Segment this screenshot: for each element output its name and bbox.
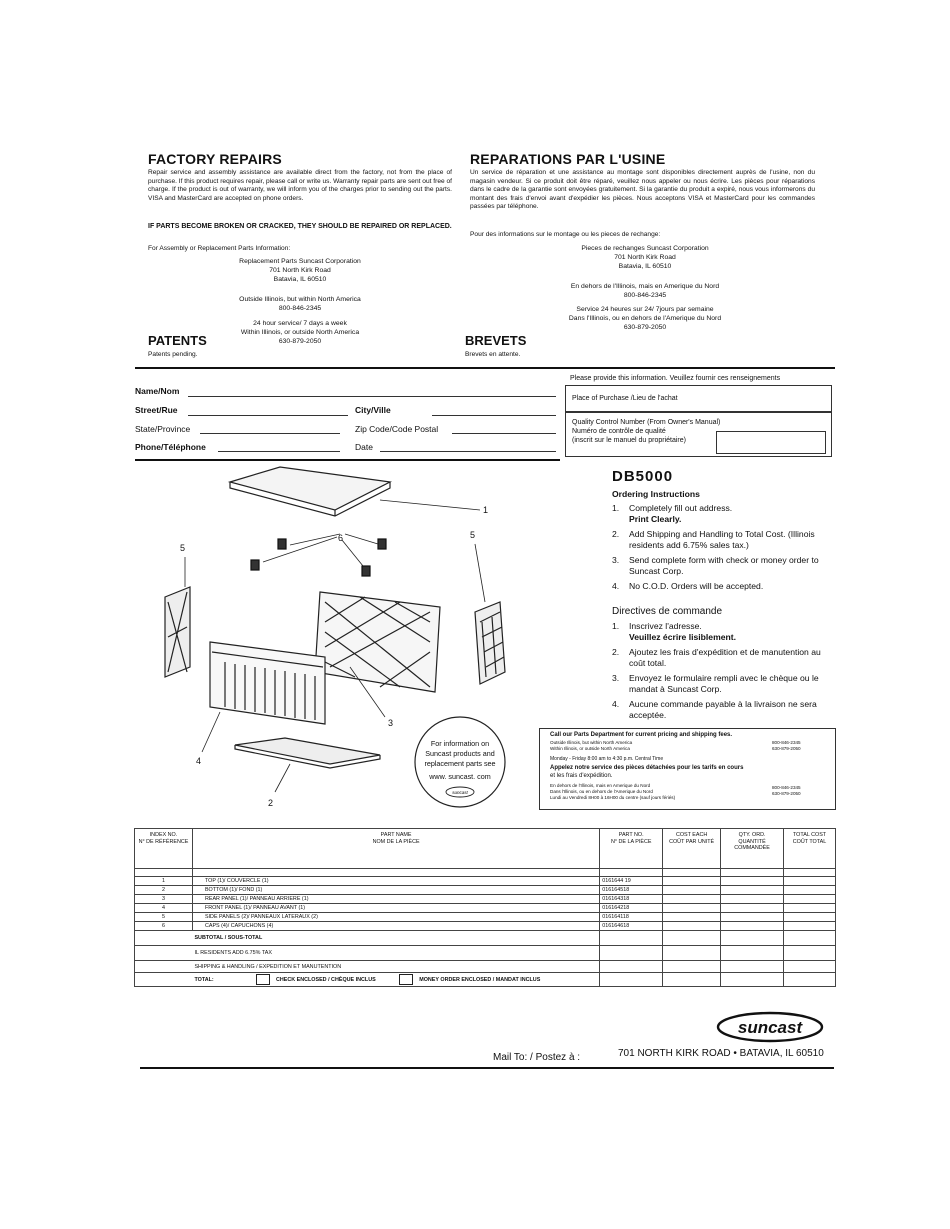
header-qty: QTY. ORD. QUANTITÉ COMMANDÉE: [721, 829, 784, 869]
fr-item-number: 3.: [612, 672, 620, 683]
total-cell[interactable]: [784, 973, 836, 987]
en-item-4: [612, 581, 824, 593]
parts-order-table: [134, 828, 836, 987]
street-label: Street/Rue: [135, 405, 178, 415]
callbox-fr-line2: Dans l'Illinois, ou en dehors de l'Amerique du Nord: [550, 789, 653, 794]
row-cost-each[interactable]: [663, 877, 721, 886]
brevets-title: BREVETS: [465, 333, 527, 348]
state-label: State/Province: [135, 424, 191, 434]
row-qty[interactable]: [721, 886, 784, 895]
fr-item-1: [612, 621, 824, 644]
row-total[interactable]: [784, 904, 836, 913]
row-index: 3: [135, 895, 193, 904]
date-label: Date: [355, 442, 373, 452]
row-part-name: FRONT PANEL (1)/ PANNEAU AVANT (1): [192, 904, 599, 913]
quality-control-field[interactable]: [716, 431, 826, 454]
mail-address: 701 NORTH KIRK ROAD • BATAVIA, IL 60510: [618, 1048, 824, 1059]
state-field[interactable]: [200, 433, 340, 434]
callbox-fr-hours: Lundi au Vendredi 8H00 à 16H00 du centre (sauf jours fériés): [550, 795, 676, 800]
phone-label: Phone/Téléphone: [135, 442, 206, 452]
en-item-1: [612, 503, 824, 526]
row-total[interactable]: [784, 913, 836, 922]
right-side-panel-part: [475, 602, 505, 684]
row-total[interactable]: [784, 922, 836, 931]
shipping-row: [135, 961, 836, 973]
en-item-2: [612, 529, 824, 552]
reparations-service: Service 24 heures sur 24/ 7jours par semaine Dans l'Illinois, ou en dehors de l'Amerique du Nord 630-879-2050: [568, 306, 722, 331]
header-index: INDEX NO. N° DE RÉFÉRENCE: [135, 829, 193, 869]
footer-rule: [140, 1067, 834, 1069]
row-part-name: CAPS (4)/ CAPUCHONS (4): [192, 922, 599, 931]
zip-label: Zip Code/Code Postal: [355, 424, 439, 434]
money-order-label: MONEY ORDER ENCLOSED / MANDAT INCLUS: [419, 976, 541, 983]
factory-repairs-outside: Outside Illinois, but within North America 800-846-2345: [239, 296, 361, 312]
fr-item-2: [612, 647, 824, 670]
header-cost-each: COST EACH COÛT PAR UNITÉ: [663, 829, 721, 869]
callout-4: 4: [196, 756, 202, 766]
reparations-outside: En dehors de l'Illinois, mais en Amerique du Nord 800-846-2345: [570, 283, 720, 299]
form-divider: [135, 459, 560, 461]
callbox-line1: Outside Illinois, but within North America: [550, 740, 633, 745]
call-parts-box: [539, 728, 836, 810]
row-qty[interactable]: [721, 895, 784, 904]
left-side-panel-part: [165, 587, 190, 677]
rear-panel-part: [315, 592, 440, 692]
ordering-instructions-en: [612, 489, 824, 595]
street-field[interactable]: [188, 415, 348, 416]
en-item-3: [612, 555, 824, 578]
row-total[interactable]: [784, 886, 836, 895]
subtotal-label: SUBTOTAL / SOUS-TOTAL: [192, 931, 599, 946]
row-part-no: 0161644 19: [600, 877, 663, 886]
tax-label: IL RESIDENTS ADD 6.75% TAX: [192, 946, 599, 961]
row-cost-each[interactable]: [663, 913, 721, 922]
callbox-fr-line2-phone: 630-879-2050: [772, 791, 801, 796]
info-circle-line-1: For information on: [430, 739, 490, 748]
row-qty[interactable]: [721, 904, 784, 913]
info-circle-line-3: replacement parts see: [424, 759, 496, 768]
en-item-text: Completely fill out address. Print Clearly.: [629, 502, 733, 524]
callout-1: 1: [483, 505, 489, 515]
en-item-number: 1.: [612, 502, 620, 513]
row-cost-each[interactable]: [663, 922, 721, 931]
en-item-text: Send complete form with check or money order to Suncast Corp.: [629, 554, 819, 576]
row-qty[interactable]: [721, 877, 784, 886]
total-label-cell: [192, 973, 599, 987]
en-item-number: 4.: [612, 580, 620, 591]
factory-repairs-paragraph: Repair service and assembly assistance are available direct from the factory, not from the place of purchase. If this product requires repair, please call or write us. Warranty repair parts are sent out free of charge. If the product is out of warranty, we will inform you of the charges prior to sending out the parts. VISA and MasterCard are accepted on phone orders.: [148, 169, 452, 202]
ordering-title-en: Ordering Instructions: [612, 489, 700, 499]
row-qty[interactable]: [721, 913, 784, 922]
factory-repairs-address: Replacement Parts Suncast Corporation 701 North Kirk Road Batavia, IL 60510: [239, 258, 361, 283]
row-part-no: 016164318: [600, 895, 663, 904]
tax-cell[interactable]: [784, 946, 836, 961]
callbox-fr-line1: En dehors de l'Illinois, mais en Amerique du Nord: [550, 783, 651, 788]
info-circle-logo-text: suncast: [452, 790, 468, 795]
callout-5-right: 5: [470, 530, 476, 540]
mail-to-label: Mail To: / Postez à :: [493, 1052, 581, 1063]
zip-field[interactable]: [452, 433, 556, 434]
row-part-no: 016164618: [600, 922, 663, 931]
fr-item-number: 4.: [612, 698, 620, 709]
model-number: DB5000: [612, 468, 674, 485]
fr-item-text: Aucune commande payable à la livraison ne sera acceptée.: [629, 698, 817, 720]
city-label: City/Ville: [355, 405, 391, 415]
name-label: Name/Nom: [135, 386, 180, 396]
callbox-line2-phone: 630-879-2050: [772, 746, 801, 751]
reparations-info-label: Pour des informations sur le montage ou les pieces de rechange:: [470, 231, 661, 238]
patents-text: Patents pending.: [148, 351, 198, 358]
total-row: [135, 973, 836, 987]
row-total[interactable]: [784, 895, 836, 904]
check-enclosed-checkbox[interactable]: [256, 974, 270, 985]
factory-repairs-title: FACTORY REPAIRS: [148, 151, 282, 167]
callout-3: 3: [388, 718, 394, 728]
row-index: 2: [135, 886, 193, 895]
row-cost-each[interactable]: [663, 895, 721, 904]
header-part-name: PART NAME NOM DE LA PIÈCE: [192, 829, 599, 869]
row-index: 1: [135, 877, 193, 886]
factory-repairs-service: 24 hour service/ 7 days a week Within Illinois, or outside North America 630-879-2050: [240, 320, 360, 345]
callout-6: 6: [338, 533, 344, 543]
en-item-text: No C.O.D. Orders will be accepted.: [629, 580, 764, 591]
fr-item-text: Ajoutez les frais d'expédition et de manutention au coût total.: [629, 646, 821, 668]
brevets-text: Brevets en attente.: [465, 351, 521, 358]
header-part-no: PART NO. N° DE LA PIÈCE: [600, 829, 663, 869]
quality-control-box: [565, 412, 832, 457]
table-header-row: [135, 829, 836, 869]
fr-item-number: 1.: [612, 620, 620, 631]
reparations-title: REPARATIONS PAR L'USINE: [470, 151, 666, 167]
fr-item-text: Envoyez le formulaire rempli avec le chèque ou le mandat à Suncast Corp.: [629, 672, 819, 694]
row-part-no: 016164518: [600, 886, 663, 895]
name-field[interactable]: [188, 396, 556, 397]
patents-title: PATENTS: [148, 333, 207, 348]
factory-repairs-warning: IF PARTS BECOME BROKEN OR CRACKED, THEY SHOULD BE REPAIRED OR REPLACED.: [148, 223, 452, 230]
bottom-part: [235, 738, 380, 768]
city-field[interactable]: [432, 415, 556, 416]
provide-info-text: Please provide this information. Veuillez fournir ces renseignements: [570, 375, 781, 382]
table-spacer-row: [135, 869, 836, 877]
callbox-fr-title2: et les frais d'expédition.: [550, 773, 613, 779]
row-part-no: 016164118: [600, 913, 663, 922]
row-part-name: BOTTOM (1)/ FOND (1): [192, 886, 599, 895]
row-index: 6: [135, 922, 193, 931]
tax-row: [135, 946, 836, 961]
callbox-title: Call our Parts Department for current pricing and shipping fees.: [550, 732, 733, 738]
shipping-cell[interactable]: [784, 961, 836, 973]
ordering-instructions-fr: [612, 606, 824, 725]
ordering-title-fr: Directives de commande: [612, 606, 723, 617]
info-circle-line-2: Suncast products and: [425, 749, 495, 758]
date-field[interactable]: [380, 451, 556, 452]
svg-text:suncast: suncast: [737, 1018, 803, 1037]
callout-2: 2: [268, 798, 274, 808]
callbox-line2: Within Illinois, or outside North America: [550, 746, 630, 751]
row-part-name: REAR PANEL (1)/ PANNEAU ARRIERE (1): [192, 895, 599, 904]
row-part-no: 016164218: [600, 904, 663, 913]
factory-repairs-info-label: For Assembly or Replacement Parts Information:: [148, 245, 291, 252]
header-total-cost: TOTAL COST COÛT TOTAL: [784, 829, 836, 869]
row-cost-each[interactable]: [663, 904, 721, 913]
money-order-checkbox[interactable]: [399, 974, 413, 985]
table-row: [135, 895, 836, 904]
row-part-name: TOP (1)/ COUVERCLE (1): [192, 877, 599, 886]
check-enclosed-label: CHECK ENCLOSED / CHÈQUE INCLUS: [275, 976, 376, 983]
reparations-paragraph: Un service de réparation et une assistance au montage sont disponibles directement auprès de l'usine, non du magasin vendeur. Si ce produit doit être réparé, veuillez nous appeler ou nous écrire. Les pièces pour réparations dans le cadre de la garantie sont envoyées gratuitement. Si la garantie du produit a expiré, nous vous informerons du montant des frais d'envoi avant d'expédier les pièces. Nous acceptons VISA et MasterCard pour les commandes passées par téléphone.: [470, 169, 815, 211]
suncast-logo: [715, 1010, 825, 1044]
fr-item-number: 2.: [612, 646, 620, 657]
fr-item-3: [612, 673, 824, 696]
place-of-purchase-box[interactable]: [565, 385, 832, 412]
subtotal-row: [135, 931, 836, 946]
table-row: [135, 922, 836, 931]
top-lid-part: [230, 467, 390, 516]
en-item-number: 3.: [612, 554, 620, 565]
row-qty[interactable]: [721, 922, 784, 931]
callbox-fr-title1: Appelez notre service des pièces détachées pour les tarifs en cours: [550, 765, 744, 771]
callbox-hours: Monday - Friday 8:00 am to 4:30 p.m. Central Time: [550, 756, 664, 762]
row-index: 4: [135, 904, 193, 913]
row-part-name: SIDE PANELS (2)/ PANNEAUX LATERAUX (2): [192, 913, 599, 922]
shipping-label: SHIPPING & HANDLING / EXPEDITION ET MANUTENTION: [192, 961, 599, 973]
en-item-text: Add Shipping and Handling to Total Cost. (Illinois residents add 6.75% sales tax.): [629, 528, 815, 550]
en-item-number: 2.: [612, 528, 620, 539]
table-row: [135, 886, 836, 895]
info-circle-url: www. suncast. com: [429, 772, 491, 781]
callout-5-left: 5: [180, 543, 186, 553]
row-index: 5: [135, 913, 193, 922]
phone-field[interactable]: [218, 451, 340, 452]
fr-item-text: Inscrivez l'adresse. Veuillez écrire lisiblement.: [629, 620, 736, 642]
subtotal-cell[interactable]: [784, 931, 836, 946]
table-row: [135, 913, 836, 922]
callbox-fr-line1-phone: 800-846-2345: [772, 785, 801, 790]
table-row: [135, 877, 836, 886]
section-divider: [135, 367, 835, 369]
row-cost-each[interactable]: [663, 886, 721, 895]
row-total[interactable]: [784, 877, 836, 886]
quality-control-label: Quality Control Number (From Owner's Manual) Numéro de contrôle de qualité (inscrit sur le manuel du propriétaire): [572, 419, 721, 444]
callbox-line1-phone: 800-846-2345: [772, 740, 801, 745]
place-of-purchase-label: Place of Purchase /Lieu de l'achat: [572, 395, 678, 402]
fr-item-4: [612, 699, 824, 722]
exploded-parts-diagram: [130, 462, 540, 822]
table-row: [135, 904, 836, 913]
front-panel-part: [210, 642, 325, 724]
reparations-address: Pieces de rechanges Suncast Corporation 701 North Kirk Road Batavia, IL 60510: [581, 245, 709, 270]
total-label: TOTAL:: [194, 976, 214, 983]
